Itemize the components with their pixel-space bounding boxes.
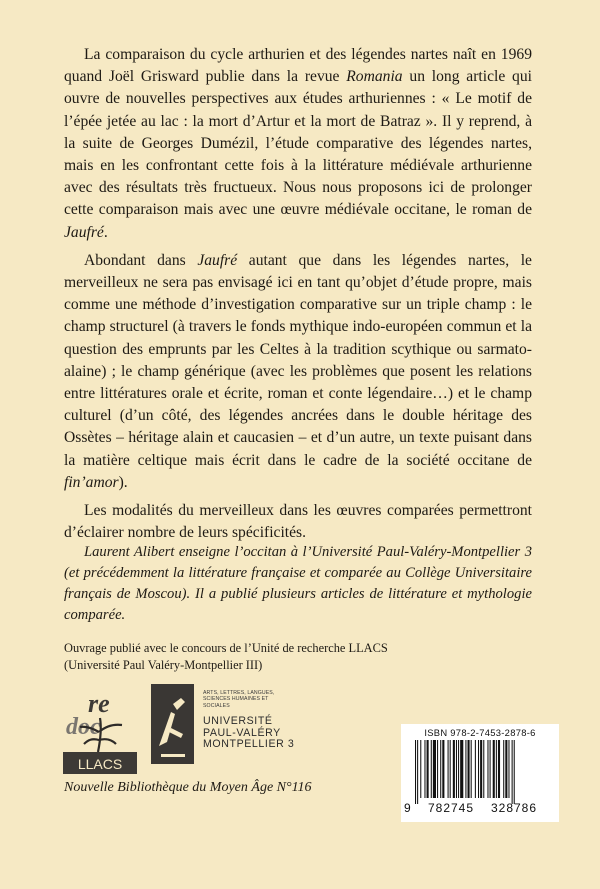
journal-title: Romania xyxy=(346,68,403,86)
isbn-number: ISBN 978-2-7453-2878-6 xyxy=(424,727,536,738)
collection-series-title: Nouvelle Bibliothèque du Moyen Âge N°116 xyxy=(64,780,312,795)
paragraph-1-text: La comparaison du cycle arthurien et des légendes nartes naît en 1969 quand Joël Grisward publie dans la revue xyxy=(64,46,532,86)
barcode-bar xyxy=(478,740,479,798)
summary-paragraph-3: Les modalités du merveilleux dans les œuvres comparées permettront d’éclairer nombre de leurs spécificités. xyxy=(64,502,532,542)
support-note-line-2: (Université Paul Valéry-Montpellier III) xyxy=(64,658,263,672)
redoc-logo-llacs: LLACS xyxy=(77,756,123,772)
barcode-bar xyxy=(420,740,421,798)
barcode-bar xyxy=(458,740,459,798)
barcode-bar xyxy=(508,740,509,798)
work-title: Jaufré xyxy=(197,251,238,269)
barcode-bar xyxy=(424,740,425,798)
university-emblem-icon xyxy=(151,684,194,764)
author-bio-text: Laurent Alibert enseigne l’occitan à l’Université Paul-Valéry-Montpellier 3 (et précédemment la littérature française et comparée au Collège Universitaire français de Moscou). Il a publié plusieurs articles de littérature et mythologie comparée. xyxy=(64,544,532,623)
barcode-bar xyxy=(480,740,482,798)
barcode-bar xyxy=(514,740,515,804)
barcode-left-digits: 782745 xyxy=(427,801,475,815)
faculty-line-2: SCIENCES HUMAINES ET xyxy=(203,696,269,703)
barcode-bar xyxy=(453,740,455,798)
barcode-bar xyxy=(442,740,444,798)
barcode-bar xyxy=(460,740,463,798)
barcode-bar xyxy=(490,740,491,798)
barcode-bar xyxy=(437,740,438,798)
paragraph-1-text-cont: un long article qui ouvre de nouvelles perspectives aux études arthuriennes : « Le motif de l’épée jetée au lac : la mort d’Artur et la mort de Batraz ». Il y reprend, à la suite de Georges Dumézil, l’étude comparative des légendes nartes, mais en les confrontant cette fois à la littérature médiévale arthurienne avec des résultats très fructueux. Nous nous proposons ici de prolonger cette comparaison mais avec une œuvre médiévale occitane, le roman de xyxy=(64,68,532,219)
paragraph-2-end: ). xyxy=(118,473,128,491)
barcode-bar xyxy=(468,740,470,798)
university-logo xyxy=(151,684,301,764)
barcode-bar xyxy=(483,740,484,798)
author-bio xyxy=(64,542,532,626)
summary-paragraph-2 xyxy=(64,250,532,494)
isbn-barcode xyxy=(401,724,559,822)
barcode-bar xyxy=(427,740,429,798)
barcode-bar xyxy=(456,740,457,798)
barcode-bar xyxy=(450,740,451,798)
faculty-line-1: ARTS, LETTRES, LANGUES, xyxy=(203,690,275,696)
barcode-bar xyxy=(471,740,472,798)
barcode-bar xyxy=(440,740,441,798)
barcode-bar xyxy=(475,740,476,798)
barcode-bar xyxy=(512,740,513,804)
support-note-line-1: Ouvrage publié avec le concours de l’Unité de recherche LLACS xyxy=(64,641,388,655)
barcode-bar xyxy=(465,740,466,798)
barcode-right-digits: 328786 xyxy=(490,801,538,815)
publication-support-note xyxy=(64,640,484,674)
barcode-bars xyxy=(401,740,559,816)
barcode-bar xyxy=(433,740,436,798)
term-fin-amor: fin’amor xyxy=(64,473,119,491)
summary-paragraph-1 xyxy=(64,44,532,244)
redoc-logo-doc: doc xyxy=(66,714,101,740)
barcode-bar xyxy=(448,740,449,798)
university-name xyxy=(203,716,313,751)
work-title: Jaufré xyxy=(64,223,104,241)
barcode-bar xyxy=(415,740,416,804)
summary-text xyxy=(64,44,532,544)
barcode-bar xyxy=(498,740,500,798)
paragraph-2-text: Abondant dans xyxy=(84,251,198,269)
barcode-bar xyxy=(496,740,497,798)
barcode-first-digit: 9 xyxy=(404,801,411,815)
paragraph-2-text-cont: autant que dans les légendes nartes, le merveilleux ne sera pas envisagé ici en tant qu’objet d’étude propre, mais comme une méthode d’investigation comparative sur un triple champ : le champ structurel (à travers le fonds mythique indo-européen commun et la question des emprunts par les Celtes à la tradition scythique ou sarmato-alaine) ; le champ générique (avec les problèmes que posent les relations entre littératures orale et écrite, roman et conte légendaire…) et le champ culturel (d’un côté, des légendes ancrées dans le double héritage des Ossètes – héritage alain et caucasien – et d’un autre, un texte puisant dans la matière celtique mais écrit dans le cadre de la société occitane de xyxy=(64,251,532,469)
redoc-llacs-logo xyxy=(62,688,142,776)
university-name-line-2: PAUL-VALÉRY xyxy=(203,726,281,739)
barcode-bar xyxy=(417,740,418,804)
barcode-bar xyxy=(493,740,495,798)
barcode-bar xyxy=(505,740,507,798)
barcode-bar xyxy=(503,740,504,798)
university-name-line-1: UNIVERSITÉ xyxy=(203,715,273,727)
university-name-line-3: MONTPELLIER 3 xyxy=(203,738,295,751)
faculty-line-3: SOCIALES xyxy=(203,702,230,709)
paragraph-1-end: . xyxy=(103,223,108,241)
barcode-bar xyxy=(487,740,488,798)
redoc-logo-re: re xyxy=(88,689,110,718)
barcode-bar xyxy=(431,740,432,798)
university-faculty-text xyxy=(203,690,303,709)
